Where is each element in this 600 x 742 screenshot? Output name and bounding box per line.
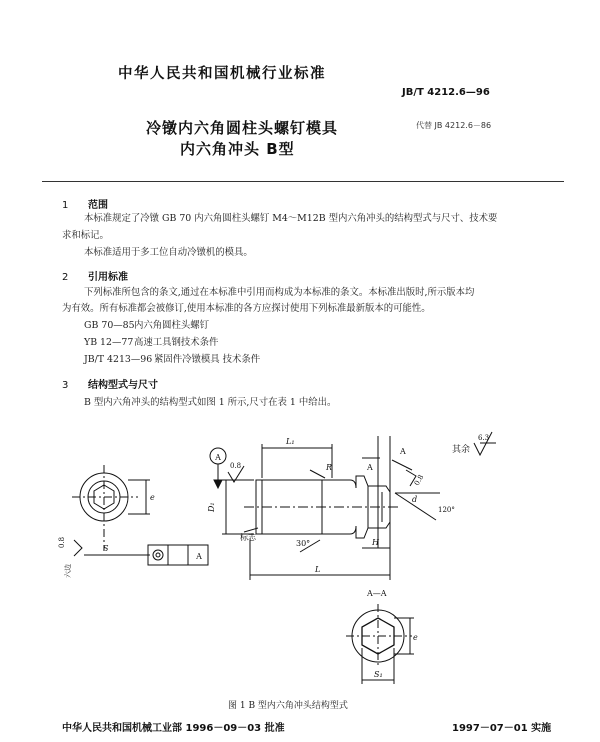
d1-label: D₁ — [207, 502, 216, 512]
d-label: d — [412, 495, 418, 504]
h-label: H — [372, 538, 379, 547]
hex-end-view — [72, 465, 155, 550]
position-tolerance-frame — [148, 545, 208, 565]
right-rough-value: 0.8 — [412, 473, 426, 487]
rest-roughness-value: 6.3 — [478, 434, 490, 442]
rest-label: 其余 — [452, 445, 471, 455]
title-line1: 冷镦内六角圆柱头螺钉模具 — [146, 119, 339, 137]
section-1-p1b: 求和标记。 — [62, 230, 109, 241]
svg-text:A: A — [196, 552, 202, 561]
standard-name: 中华人民共和国机械行业标准 — [118, 66, 326, 82]
section-3-heading: 3 结构型式与尺寸 — [62, 380, 158, 391]
svg-text:e: e — [413, 633, 418, 642]
title-line2: 内六角冲头 B型 — [180, 140, 295, 158]
section-aa-title: A—A — [367, 589, 387, 598]
section-a-top: A — [367, 463, 373, 472]
figure-caption: 图 1 B 型内六角冲头结构型式 — [228, 701, 348, 711]
svg-text:S₁: S₁ — [374, 670, 383, 679]
dimension-lines — [222, 436, 440, 580]
top-rough-value: 0.8 — [230, 462, 242, 470]
ref-1: GB 70—85内六角圆柱头螺钉 — [84, 320, 210, 331]
left-rough-value: 0.8 — [58, 536, 66, 548]
angle-120-label: 120° — [438, 506, 455, 514]
replaces-note: 代替 JB 4212.6－86 — [416, 121, 492, 130]
punch-body — [244, 476, 400, 538]
section-2-p1a: 下列标准所包含的条文,通过在本标准中引用而构成为本标准的条文。本标准出版时,所示版本均 — [84, 287, 475, 298]
section-2-p1b: 为有效。所有标准都会被修订,使用本标准的各方应探讨使用下列标准最新版本的可能性。 — [62, 303, 431, 314]
svg-text:A: A — [215, 453, 221, 462]
footer-approved: 中华人民共和国机械工业部 1996－09－03 批准 — [62, 723, 285, 734]
ref-3: JB/T 4213—96 紧固件冷镦模具 技术条件 — [84, 354, 261, 365]
footer-implemented: 1997－07－01 实施 — [452, 723, 552, 734]
hex-edge-label: 六边 — [64, 564, 72, 578]
angle-30-label: 30° — [296, 539, 311, 548]
section-1-p1a: 本标准规定了冷镦 GB 70 内六角圆柱头螺钉 M4～M12B 型内六角冲头的结构型式与尺寸、技术要 — [84, 213, 498, 224]
section-aa-view — [346, 604, 418, 684]
section-1-p2: 本标准适用于多工位自动冷镦机的模具。 — [84, 247, 253, 258]
section-2-heading: 2 引用标准 — [62, 272, 128, 283]
section-3-p1: B 型内六角冲头的结构型式如图 1 所示,尺寸在表 1 中给出。 — [84, 397, 337, 408]
ref-2: YB 12—77高速工具钢技术条件 — [84, 337, 219, 348]
svg-text:e: e — [150, 493, 155, 502]
l1-label: L₁ — [286, 437, 295, 446]
s-label: S — [103, 544, 109, 553]
r-label: R — [326, 463, 333, 472]
standard-code: JB/T 4212.6—96 — [402, 87, 490, 98]
section-1-heading: 1 范围 — [62, 200, 108, 211]
marking-label: 标志 — [240, 533, 256, 542]
datum-a-marker — [210, 448, 226, 488]
l-label: L — [315, 565, 321, 574]
left-rough-icon — [74, 540, 82, 556]
section-a-right: A — [400, 447, 406, 456]
